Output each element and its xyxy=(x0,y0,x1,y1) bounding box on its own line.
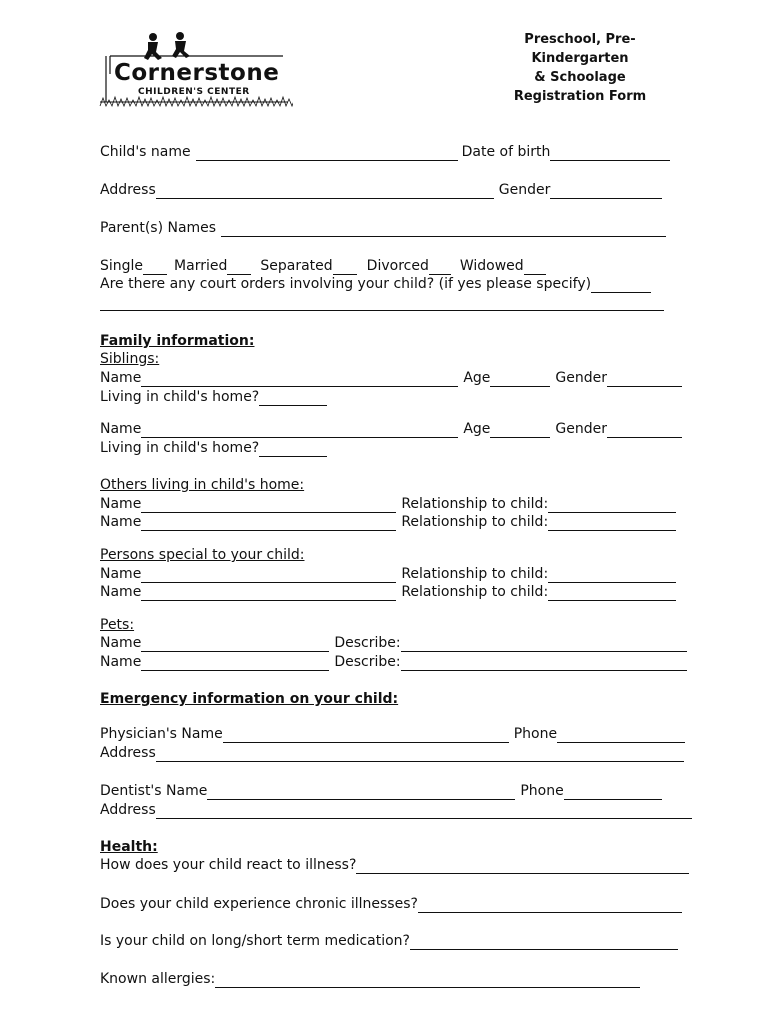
special-1-name-field[interactable] xyxy=(141,568,396,583)
others-name-label: Name xyxy=(100,514,142,530)
sibling-2-living-field[interactable] xyxy=(259,442,327,457)
chronic-field[interactable] xyxy=(418,898,682,913)
dentist-name-field[interactable] xyxy=(207,785,515,800)
pet-1-describe-field[interactable] xyxy=(401,637,687,652)
special-2-row xyxy=(100,583,676,601)
sibling-gender-label: Gender xyxy=(555,370,607,386)
physician-address-row xyxy=(100,744,684,762)
physician-label: Physician's Name xyxy=(100,726,223,742)
dentist-phone-field[interactable] xyxy=(564,785,662,800)
sibling-1-gender-field[interactable] xyxy=(607,372,682,387)
health-heading: Health: xyxy=(100,839,158,855)
dob-label: Date of birth xyxy=(461,144,551,160)
logo xyxy=(98,30,293,110)
dentist-phone-label: Phone xyxy=(520,783,564,799)
allergies-field[interactable] xyxy=(215,973,640,988)
child-name-field[interactable] xyxy=(196,146,458,161)
family-heading: Family information: xyxy=(100,333,255,349)
allergies-label: Known allergies: xyxy=(100,971,216,987)
married-label: Married xyxy=(174,258,228,274)
sibling-name-label: Name xyxy=(100,421,142,437)
sibling-gender-label: Gender xyxy=(555,421,607,437)
form-header xyxy=(480,30,680,106)
pet-1-row xyxy=(100,634,687,652)
logo-subtitle: CHILDREN'S CENTER xyxy=(138,87,250,97)
married-field[interactable] xyxy=(227,260,251,275)
dob-field[interactable] xyxy=(550,146,670,161)
sibling-1-living-field[interactable] xyxy=(259,391,327,406)
others-heading: Others living in child's home: xyxy=(100,477,305,493)
widowed-label: Widowed xyxy=(459,258,524,274)
medication-field[interactable] xyxy=(410,935,678,950)
sibling-living-label: Living in child's home? xyxy=(100,440,260,456)
parents-row xyxy=(100,219,666,237)
pet-2-describe-field[interactable] xyxy=(401,656,687,671)
chronic-row xyxy=(100,895,682,913)
physician-address-label: Address xyxy=(100,745,156,761)
others-2-row xyxy=(100,513,676,531)
allergies-row xyxy=(100,970,640,988)
sibling-age-label: Age xyxy=(463,370,491,386)
pet-name-label: Name xyxy=(100,635,142,651)
illness-row xyxy=(100,856,689,874)
marital-status-row xyxy=(100,257,546,275)
sibling-living-label: Living in child's home? xyxy=(100,389,260,405)
sibling-1-row xyxy=(100,369,682,387)
address-label: Address xyxy=(100,182,156,198)
pet-describe-label: Describe: xyxy=(334,635,401,651)
divorced-label: Divorced xyxy=(366,258,429,274)
pet-name-label: Name xyxy=(100,654,142,670)
special-1-relationship-field[interactable] xyxy=(548,568,676,583)
dentist-label: Dentist's Name xyxy=(100,783,208,799)
single-field[interactable] xyxy=(143,260,167,275)
pet-1-name-field[interactable] xyxy=(141,637,329,652)
special-name-label: Name xyxy=(100,584,142,600)
others-relationship-label: Relationship to child: xyxy=(401,496,549,512)
special-1-row xyxy=(100,565,676,583)
physician-row xyxy=(100,725,685,743)
emergency-heading: Emergency information on your child: xyxy=(100,691,399,707)
physician-name-field[interactable] xyxy=(223,728,509,743)
sibling-2-name-field[interactable] xyxy=(141,423,458,438)
special-relationship-label: Relationship to child: xyxy=(401,584,549,600)
pets-heading: Pets: xyxy=(100,617,135,633)
logo-name: Cornerstone xyxy=(114,60,280,86)
dentist-address-label: Address xyxy=(100,802,156,818)
court-orders-field-2[interactable] xyxy=(100,296,664,311)
widowed-field[interactable] xyxy=(524,260,546,275)
others-name-label: Name xyxy=(100,496,142,512)
address-row xyxy=(100,181,662,199)
physician-phone-label: Phone xyxy=(513,726,558,742)
sibling-age-label: Age xyxy=(463,421,491,437)
sibling-1-age-field[interactable] xyxy=(490,372,550,387)
chronic-label: Does your child experience chronic illnesses? xyxy=(100,896,418,912)
single-label: Single xyxy=(100,258,144,274)
others-1-relationship-field[interactable] xyxy=(548,498,676,513)
parents-label: Parent(s) Names xyxy=(100,220,217,236)
separated-label: Separated xyxy=(260,258,333,274)
parents-field[interactable] xyxy=(221,222,666,237)
special-name-label: Name xyxy=(100,566,142,582)
dentist-address-field[interactable] xyxy=(156,804,692,819)
illness-field[interactable] xyxy=(356,859,689,874)
special-heading: Persons special to your child: xyxy=(100,547,305,563)
siblings-heading: Siblings: xyxy=(100,351,160,367)
separated-field[interactable] xyxy=(333,260,357,275)
pet-2-row xyxy=(100,653,687,671)
gender-label: Gender xyxy=(498,182,551,198)
others-2-name-field[interactable] xyxy=(141,516,396,531)
sibling-1-living-row xyxy=(100,388,327,406)
sibling-2-living-row xyxy=(100,439,327,457)
medication-label: Is your child on long/short term medication? xyxy=(100,933,410,949)
illness-label: How does your child react to illness? xyxy=(100,857,357,873)
special-2-relationship-field[interactable] xyxy=(548,586,676,601)
pet-describe-label: Describe: xyxy=(334,654,401,670)
header-line1: Preschool, Pre-Kindergarten xyxy=(524,32,636,66)
special-relationship-label: Relationship to child: xyxy=(401,566,549,582)
others-2-relationship-field[interactable] xyxy=(548,516,676,531)
dentist-address-row xyxy=(100,801,692,819)
others-relationship-label: Relationship to child: xyxy=(401,514,549,530)
header-line3: Registration Form xyxy=(513,89,647,104)
child-name-label: Child's name xyxy=(100,144,191,160)
pet-2-name-field[interactable] xyxy=(141,656,329,671)
gender-field[interactable] xyxy=(550,184,662,199)
child-name-row xyxy=(100,143,670,161)
special-2-name-field[interactable] xyxy=(141,586,396,601)
court-orders-row xyxy=(100,275,651,293)
divorced-field[interactable] xyxy=(429,260,451,275)
others-1-row xyxy=(100,495,676,513)
physician-phone-field[interactable] xyxy=(557,728,685,743)
court-orders-field[interactable] xyxy=(591,278,651,293)
medication-row xyxy=(100,932,678,950)
address-field[interactable] xyxy=(156,184,494,199)
sibling-2-gender-field[interactable] xyxy=(607,423,682,438)
header-line2: & Schoolage xyxy=(534,70,626,85)
dentist-row xyxy=(100,782,662,800)
others-1-name-field[interactable] xyxy=(141,498,396,513)
sibling-2-row xyxy=(100,420,682,438)
physician-address-field[interactable] xyxy=(156,747,684,762)
sibling-name-label: Name xyxy=(100,370,142,386)
court-orders-label: Are there any court orders involving your child? (if yes please specify) xyxy=(100,276,592,292)
sibling-1-name-field[interactable] xyxy=(141,372,458,387)
sibling-2-age-field[interactable] xyxy=(490,423,550,438)
